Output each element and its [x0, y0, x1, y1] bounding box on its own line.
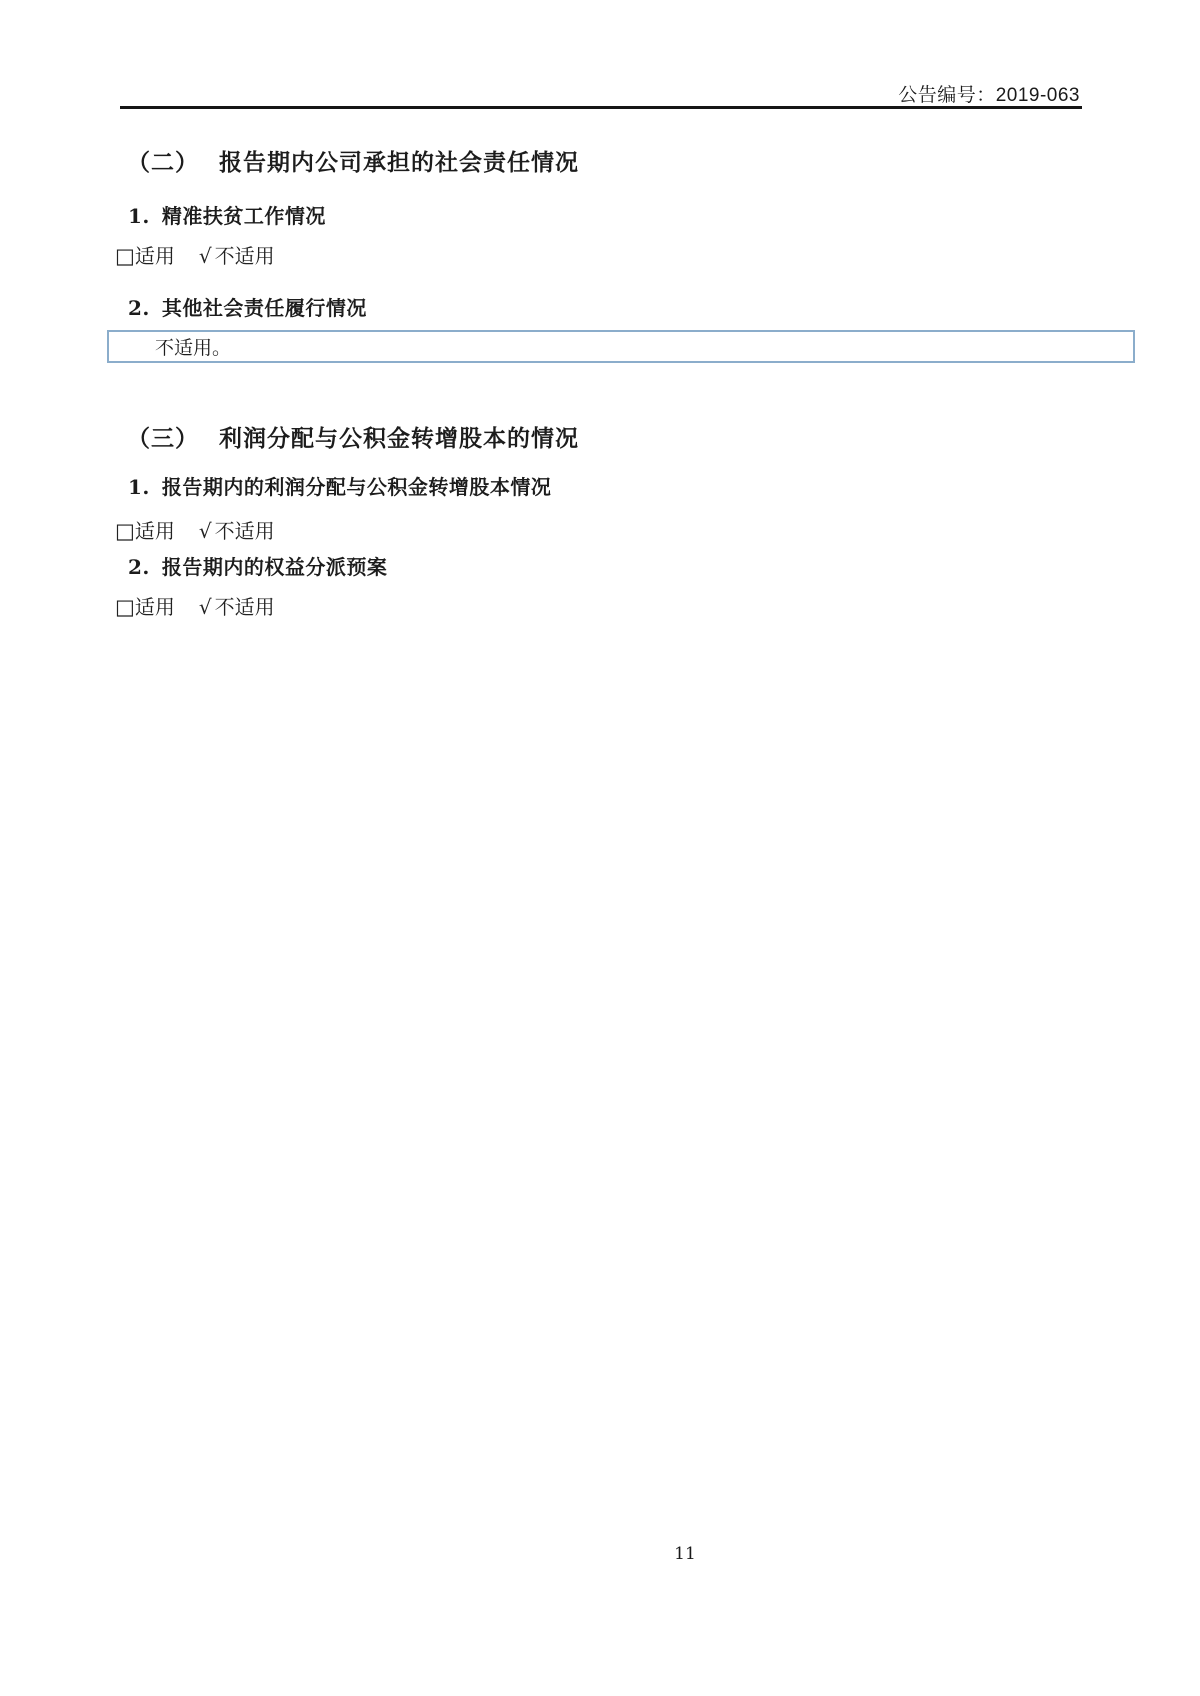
item-number: 1.: [128, 204, 150, 228]
applicable-label: 适用: [134, 244, 175, 268]
note-box: [107, 330, 1135, 363]
checkbox-unchecked-icon: □: [115, 244, 135, 268]
header-divider: [120, 106, 1082, 109]
applicability-row: [115, 240, 275, 269]
checkmark-icon: √: [198, 519, 212, 543]
checkmark-icon: √: [198, 244, 212, 268]
item-number: 2.: [128, 296, 150, 320]
item-title: 报告期内的利润分配与公积金转增股本情况: [161, 475, 552, 499]
item-number: 2.: [128, 555, 150, 579]
page-number: 11: [674, 1544, 696, 1564]
section-heading-social-responsibility: [127, 144, 579, 177]
item-title: 报告期内的权益分派预案: [161, 555, 388, 579]
section-title: 报告期内公司承担的社会责任情况: [219, 149, 579, 176]
checkbox-unchecked-icon: □: [115, 519, 135, 543]
checkmark-icon: √: [198, 595, 212, 619]
item-heading-equity-distribution-plan: [128, 551, 387, 580]
item-heading-other-social-responsibility: [128, 292, 367, 321]
not-applicable-label: 不适用: [214, 244, 275, 268]
section-heading-profit-distribution: [127, 420, 579, 453]
item-title: 精准扶贫工作情况: [161, 204, 326, 228]
not-applicable-label: 不适用: [214, 519, 275, 543]
applicable-label: 适用: [134, 519, 175, 543]
applicability-row: [115, 515, 275, 544]
not-applicable-label: 不适用: [214, 595, 275, 619]
applicability-row: [115, 591, 275, 620]
item-number: 1.: [128, 475, 150, 499]
section-number: （三）: [127, 425, 199, 452]
announcement-number: 公告编号：2019-063: [898, 85, 1080, 106]
section-number: （二）: [127, 149, 199, 176]
section-title: 利润分配与公积金转增股本的情况: [219, 425, 579, 452]
item-title: 其他社会责任履行情况: [161, 296, 367, 320]
item-heading-profit-distribution-period: [128, 471, 551, 500]
applicable-label: 适用: [134, 595, 175, 619]
item-heading-poverty-alleviation: [128, 200, 326, 229]
checkbox-unchecked-icon: □: [115, 595, 135, 619]
note-box-text: 不适用。: [155, 337, 232, 359]
